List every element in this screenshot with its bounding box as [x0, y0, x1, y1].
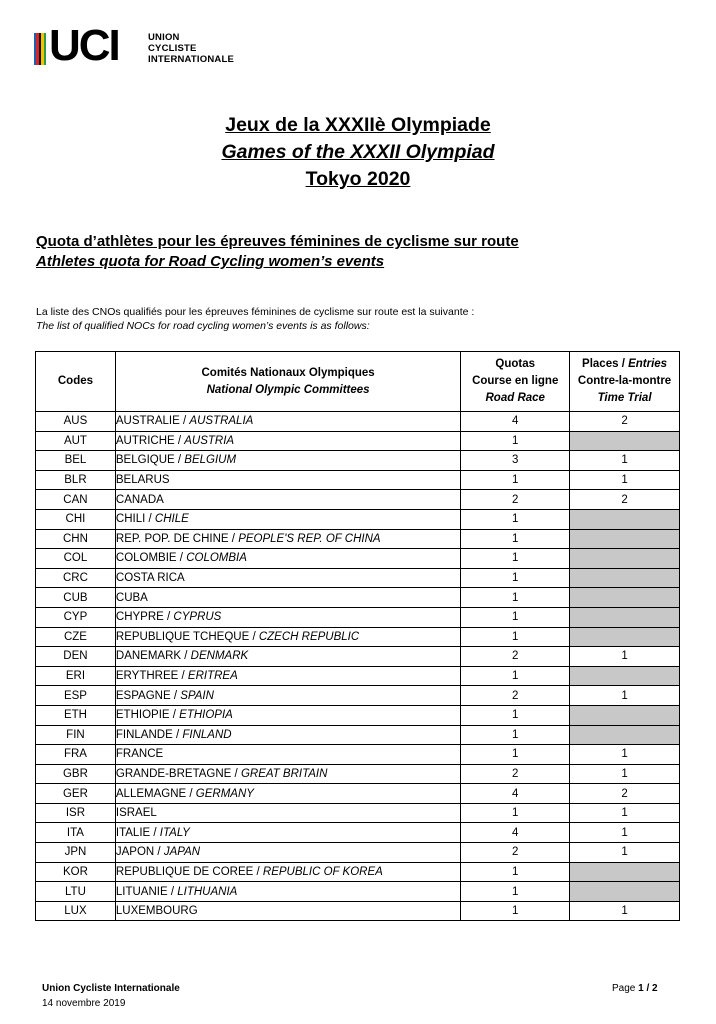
noc-code: ESP	[36, 686, 116, 706]
table-row	[36, 901, 680, 921]
noc-name	[115, 470, 460, 490]
time-trial-entries	[570, 725, 680, 745]
header-quotas-2: Course en ligne	[472, 375, 559, 387]
noc-name-fr: ALLEMAGNE	[115, 787, 187, 800]
noc-name-en: BELGIUM	[184, 454, 237, 467]
noc-name: ITALIE / ITALY	[115, 823, 460, 843]
noc-name-fr: DANEMARK	[115, 650, 182, 663]
noc-code: DEN	[36, 647, 116, 667]
time-trial-entries: 2	[570, 784, 680, 804]
header-places-en: Entries	[628, 358, 668, 370]
noc-name	[115, 588, 460, 608]
noc-name-en: SPAIN	[180, 689, 214, 702]
road-race-quota: 1	[461, 509, 570, 529]
time-trial-entries: 1	[570, 470, 680, 490]
noc-code: ETH	[36, 705, 116, 725]
road-race-quota: 1	[461, 745, 570, 765]
time-trial-entries: 1	[570, 451, 680, 471]
title-en: Games of the XXXII Olympiad	[221, 141, 495, 163]
road-race-quota: 1	[461, 470, 570, 490]
noc-name-en: ITALY	[159, 826, 190, 839]
noc-name: BELGIQUE / BELGIUM	[115, 451, 460, 471]
road-race-quota: 1	[461, 666, 570, 686]
time-trial-entries: 1	[570, 901, 680, 921]
road-race-quota: 2	[461, 647, 570, 667]
table-row	[36, 509, 680, 529]
table-row	[36, 784, 680, 804]
header-codes: Codes	[36, 352, 116, 412]
noc-code: CZE	[36, 627, 116, 647]
time-trial-entries: 2	[570, 490, 680, 510]
table-row	[36, 490, 680, 510]
noc-name-fr: BELARUS	[115, 474, 170, 487]
noc-name-fr: CUBA	[115, 591, 148, 604]
noc-code: CRC	[36, 568, 116, 588]
road-race-quota: 3	[461, 451, 570, 471]
road-race-quota: 1	[461, 882, 570, 902]
noc-name-fr: FRANCE	[115, 748, 164, 761]
noc-name: COLOMBIE / COLOMBIA	[115, 549, 460, 569]
noc-name: AUSTRALIE / AUSTRALIA	[115, 412, 460, 432]
noc-name: ETHIOPIE / ETHIOPIA	[115, 705, 460, 725]
noc-name: FINLANDE / FINLAND	[115, 725, 460, 745]
noc-name-en: DENMARK	[190, 650, 249, 663]
road-race-quota: 2	[461, 843, 570, 863]
noc-name-fr: COLOMBIE	[115, 552, 177, 565]
time-trial-entries	[570, 529, 680, 549]
time-trial-entries: 1	[570, 647, 680, 667]
page-number	[612, 983, 658, 994]
noc-name	[115, 901, 460, 921]
noc-name-fr: REP. POP. DE CHINE	[115, 532, 229, 545]
noc-name-fr: REPUBLIQUE TCHEQUE	[115, 630, 250, 643]
time-trial-entries	[570, 568, 680, 588]
header-road-race	[461, 352, 570, 412]
noc-name-fr: CHILI	[115, 513, 146, 526]
uci-logo	[34, 21, 244, 70]
noc-name-en: PEOPLE'S REP. OF CHINA	[238, 532, 381, 545]
noc-name-fr: ITALIE	[115, 826, 151, 839]
noc-name: CHILI / CHILE	[115, 509, 460, 529]
road-race-quota: 1	[461, 627, 570, 647]
document-title	[0, 112, 716, 193]
noc-name	[115, 745, 460, 765]
table-row	[36, 725, 680, 745]
noc-code: ERI	[36, 666, 116, 686]
logo-line-1: UNION	[148, 32, 180, 43]
road-race-quota: 4	[461, 784, 570, 804]
table-row	[36, 745, 680, 765]
noc-code: AUS	[36, 412, 116, 432]
noc-code: CHN	[36, 529, 116, 549]
road-race-quota: 2	[461, 490, 570, 510]
road-race-quota: 1	[461, 568, 570, 588]
noc-name-en: LITHUANIA	[177, 885, 238, 898]
noc-name-en: CZECH REPUBLIC	[258, 630, 360, 643]
noc-name-fr: CHYPRE	[115, 611, 164, 624]
road-race-quota: 1	[461, 725, 570, 745]
header-committees-en: National Olympic Committees	[206, 383, 370, 396]
noc-code: GER	[36, 784, 116, 804]
noc-name-en: COLOMBIA	[186, 552, 247, 565]
table-row	[36, 705, 680, 725]
time-trial-entries: 2	[570, 412, 680, 432]
logo-line-2: CYCLISTE	[148, 43, 197, 54]
table-row	[36, 549, 680, 569]
title-city: Tokyo 2020	[305, 168, 411, 190]
road-race-quota: 1	[461, 705, 570, 725]
noc-name: REPUBLIQUE DE COREE / REPUBLIC OF KOREA	[115, 862, 460, 882]
logo-stripe	[44, 33, 46, 65]
noc-code: AUT	[36, 431, 116, 451]
noc-code: CUB	[36, 588, 116, 608]
table-row	[36, 823, 680, 843]
table-row	[36, 412, 680, 432]
noc-name-fr: LUXEMBOURG	[115, 905, 198, 918]
noc-name-fr: ETHIOPIE	[115, 709, 170, 722]
subtitle-en: Athletes quota for Road Cycling women’s events	[36, 253, 385, 270]
noc-name-en: AUSTRALIA	[189, 415, 254, 428]
noc-name-fr: CANADA	[115, 493, 164, 506]
time-trial-entries	[570, 862, 680, 882]
noc-code: KOR	[36, 862, 116, 882]
noc-name-fr: JAPON	[115, 846, 155, 859]
noc-name-fr: AUSTRALIE	[115, 415, 180, 428]
table-row	[36, 451, 680, 471]
noc-name-fr: GRANDE-BRETAGNE	[115, 767, 232, 780]
table-body	[36, 412, 680, 921]
table-row	[36, 764, 680, 784]
noc-name-en: AUSTRIA	[184, 434, 235, 447]
noc-code: GBR	[36, 764, 116, 784]
header-committees-fr: Comités Nationaux Olympiques	[201, 366, 375, 379]
header-quotas-3: Road Race	[485, 392, 545, 404]
noc-name-en: CHILE	[154, 513, 189, 526]
table-row	[36, 607, 680, 627]
time-trial-entries	[570, 627, 680, 647]
table-row	[36, 568, 680, 588]
noc-name: JAPON / JAPAN	[115, 843, 460, 863]
road-race-quota: 2	[461, 686, 570, 706]
road-race-quota: 1	[461, 529, 570, 549]
table-header-row	[36, 352, 680, 412]
quota-table	[35, 351, 680, 921]
noc-code: LUX	[36, 901, 116, 921]
noc-name: ESPAGNE / SPAIN	[115, 686, 460, 706]
time-trial-entries	[570, 431, 680, 451]
time-trial-entries	[570, 666, 680, 686]
table-row	[36, 803, 680, 823]
title-fr: Jeux de la XXXIIè Olympiade	[225, 114, 491, 136]
time-trial-entries	[570, 705, 680, 725]
logo-mark: UCI	[49, 21, 119, 70]
noc-name-en: GREAT BRITAIN	[240, 767, 328, 780]
time-trial-entries: 1	[570, 686, 680, 706]
noc-name-en: ERITREA	[187, 670, 238, 683]
noc-name-en: CYPRUS	[173, 611, 222, 624]
noc-name: ERYTHREE / ERITREA	[115, 666, 460, 686]
table-row	[36, 470, 680, 490]
noc-code: CHI	[36, 509, 116, 529]
time-trial-entries	[570, 549, 680, 569]
noc-name-en: JAPAN	[163, 846, 201, 859]
time-trial-entries: 1	[570, 843, 680, 863]
header-time-trial	[570, 352, 680, 412]
table-row	[36, 686, 680, 706]
noc-name-fr: COSTA RICA	[115, 572, 185, 585]
noc-name-en: REPUBLIC OF KOREA	[262, 865, 383, 878]
road-race-quota: 4	[461, 412, 570, 432]
footer-organization: Union Cycliste Internationale	[42, 983, 180, 994]
road-race-quota: 4	[461, 823, 570, 843]
noc-name-fr: REPUBLIQUE DE COREE	[115, 865, 254, 878]
table-row	[36, 843, 680, 863]
noc-name: CHYPRE / CYPRUS	[115, 607, 460, 627]
noc-name	[115, 803, 460, 823]
document-subtitle	[36, 232, 696, 272]
logo-line-3: INTERNATIONALE	[148, 54, 235, 65]
table-row	[36, 647, 680, 667]
noc-code: CYP	[36, 607, 116, 627]
road-race-quota: 1	[461, 803, 570, 823]
time-trial-entries: 1	[570, 745, 680, 765]
table-row	[36, 666, 680, 686]
road-race-quota: 1	[461, 549, 570, 569]
time-trial-entries	[570, 588, 680, 608]
road-race-quota: 1	[461, 862, 570, 882]
noc-code: ISR	[36, 803, 116, 823]
noc-name-fr: FINLANDE	[115, 728, 173, 741]
noc-code: CAN	[36, 490, 116, 510]
road-race-quota: 1	[461, 607, 570, 627]
header-places-fr: Places /	[582, 358, 629, 370]
noc-code: JPN	[36, 843, 116, 863]
footer-date: 14 novembre 2019	[42, 998, 126, 1009]
time-trial-entries: 1	[570, 823, 680, 843]
intro-fr: La liste des CNOs qualifiés pour les épreuves féminines de cyclisme sur route est la suivante :	[36, 306, 475, 318]
noc-code: BLR	[36, 470, 116, 490]
subtitle-fr: Quota d’athlètes pour les épreuves féminines de cyclisme sur route	[36, 233, 519, 250]
table-row	[36, 529, 680, 549]
noc-name: DANEMARK / DENMARK	[115, 647, 460, 667]
noc-name: GRANDE-BRETAGNE / GREAT BRITAIN	[115, 764, 460, 784]
noc-code: FIN	[36, 725, 116, 745]
noc-name-en: FINLAND	[182, 728, 232, 741]
noc-name-fr: ISRAEL	[115, 807, 157, 820]
time-trial-entries	[570, 882, 680, 902]
noc-code: COL	[36, 549, 116, 569]
header-committees	[115, 352, 460, 412]
logo-text	[148, 32, 234, 65]
noc-name: LITUANIE / LITHUANIA	[115, 882, 460, 902]
road-race-quota: 1	[461, 588, 570, 608]
noc-code: FRA	[36, 745, 116, 765]
noc-code: ITA	[36, 823, 116, 843]
header-places-1	[570, 356, 679, 373]
noc-name-fr: BELGIQUE	[115, 454, 175, 467]
intro-text	[36, 305, 696, 333]
header-places-3: Time Trial	[597, 392, 652, 404]
road-race-quota: 1	[461, 431, 570, 451]
noc-name: ALLEMAGNE / GERMANY	[115, 784, 460, 804]
noc-name	[115, 568, 460, 588]
time-trial-entries: 1	[570, 803, 680, 823]
table-row	[36, 431, 680, 451]
table-row	[36, 882, 680, 902]
noc-name: REPUBLIQUE TCHEQUE / CZECH REPUBLIC	[115, 627, 460, 647]
noc-code: BEL	[36, 451, 116, 471]
noc-name-fr: LITUANIE	[115, 885, 168, 898]
time-trial-entries	[570, 607, 680, 627]
table-row	[36, 588, 680, 608]
page-label: Page	[612, 983, 639, 994]
table-row	[36, 627, 680, 647]
noc-name: REP. POP. DE CHINE / PEOPLE'S REP. OF CHINA	[115, 529, 460, 549]
intro-en: The list of qualified NOCs for road cycling women’s events is as follows:	[36, 320, 370, 332]
time-trial-entries	[570, 509, 680, 529]
page-value: 1 / 2	[638, 983, 658, 994]
noc-name-fr: ESPAGNE	[115, 689, 171, 702]
noc-code: LTU	[36, 882, 116, 902]
header-quotas-1: Quotas	[495, 358, 536, 370]
noc-name-fr: AUTRICHE	[115, 434, 175, 447]
noc-name	[115, 490, 460, 510]
noc-name: AUTRICHE / AUSTRIA	[115, 431, 460, 451]
noc-name-en: ETHIOPIA	[179, 709, 233, 722]
road-race-quota: 1	[461, 901, 570, 921]
road-race-quota: 2	[461, 764, 570, 784]
table-row	[36, 862, 680, 882]
time-trial-entries: 1	[570, 764, 680, 784]
noc-name-en: GERMANY	[195, 787, 254, 800]
logo-stripes	[34, 33, 46, 65]
noc-name-fr: ERYTHREE	[115, 670, 179, 683]
header-places-2: Contre-la-montre	[577, 375, 672, 387]
